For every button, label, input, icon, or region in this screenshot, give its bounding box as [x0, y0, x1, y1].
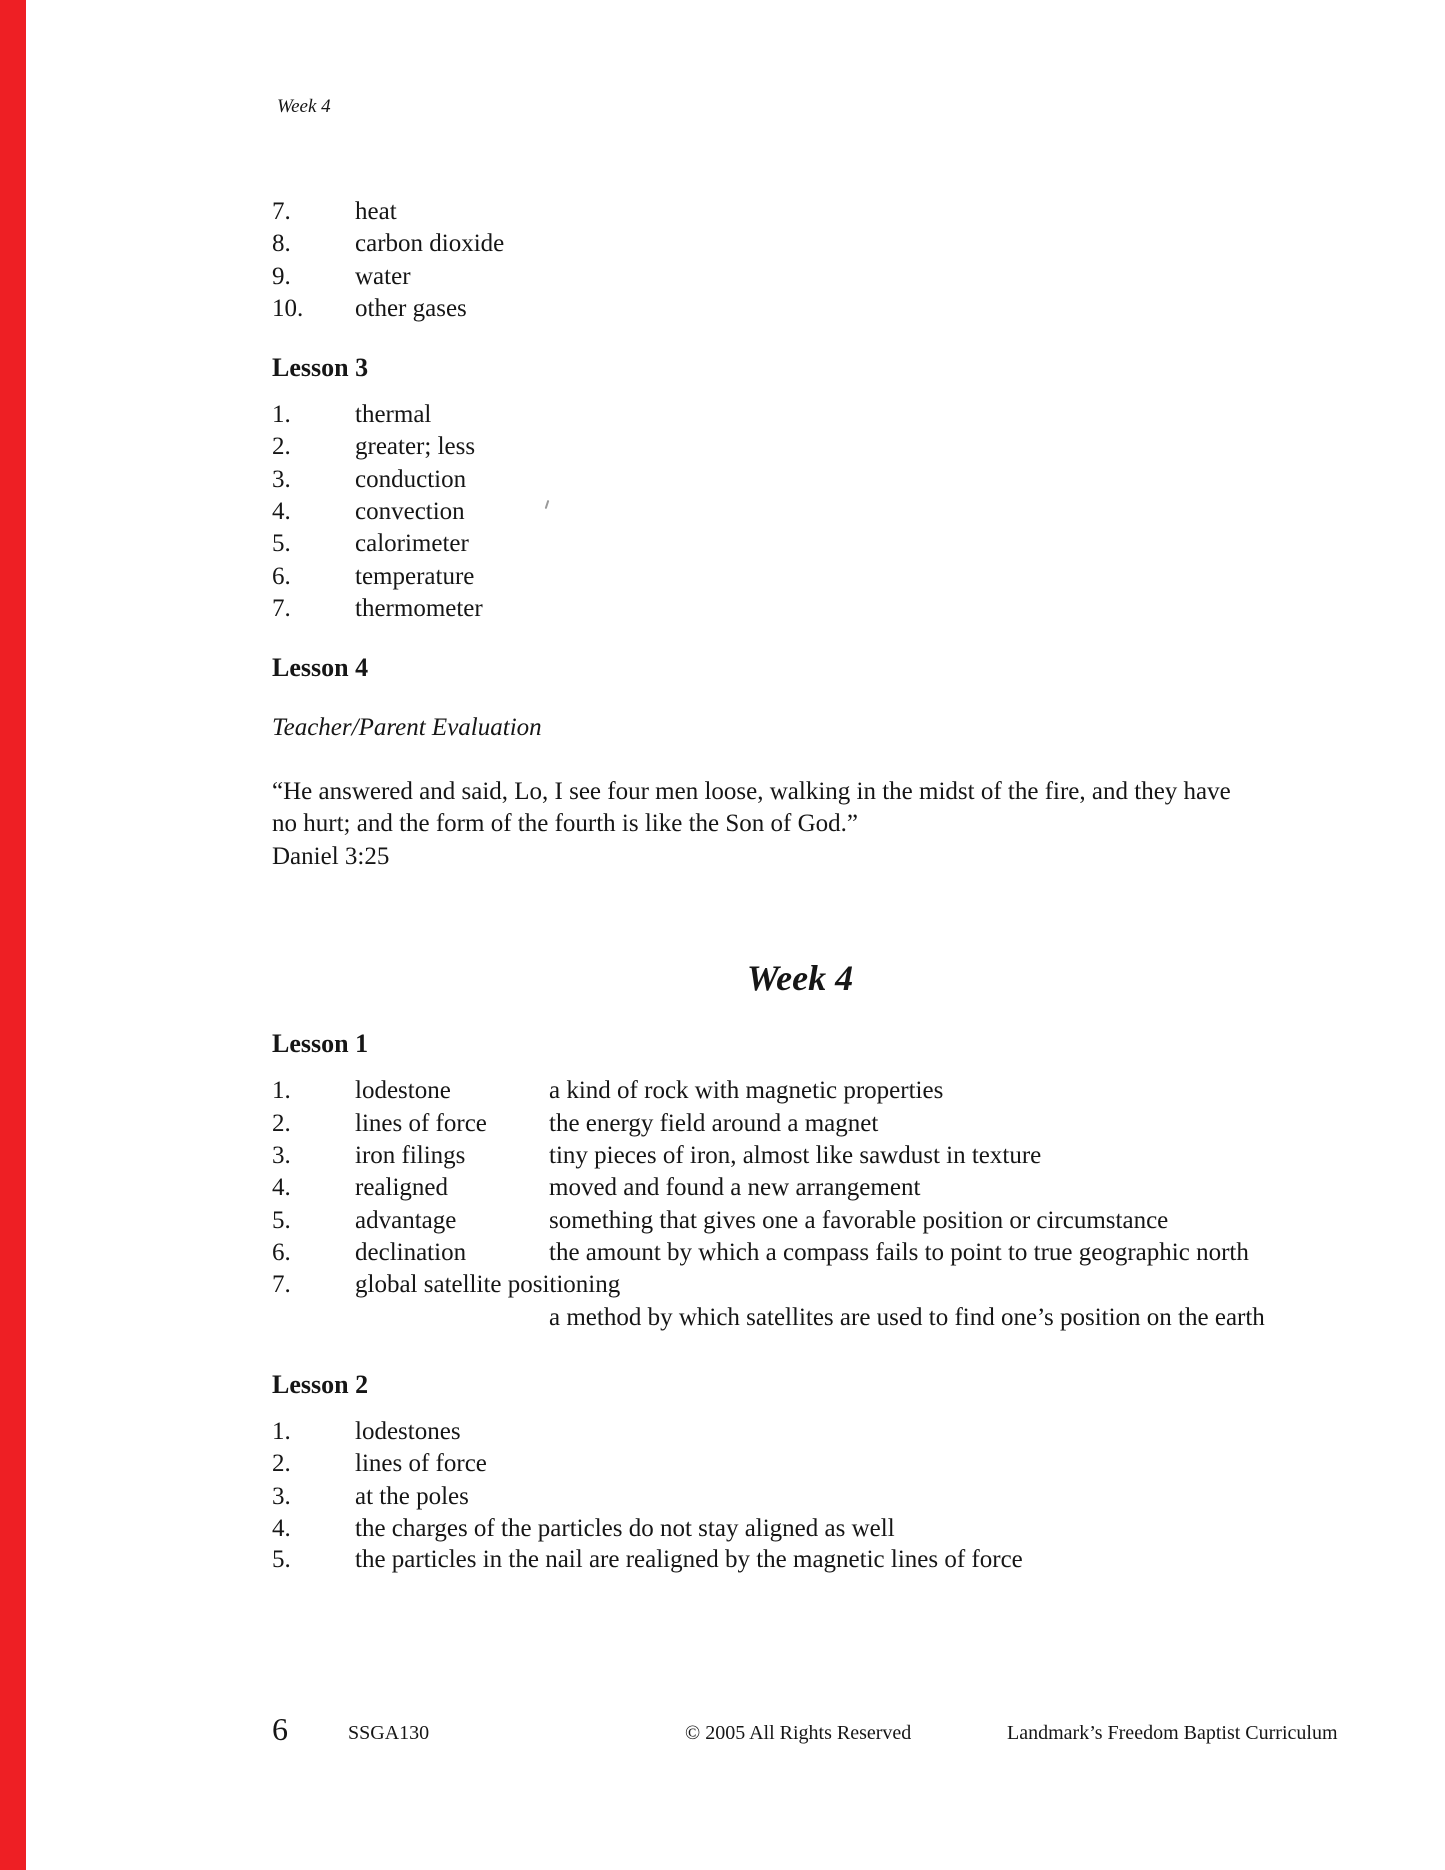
vocab-row	[272, 1175, 920, 1200]
list-item	[272, 1516, 895, 1541]
scripture-quote-line: no hurt; and the form of the fourth is like the Son of God.”	[272, 810, 858, 837]
list-item	[272, 1484, 469, 1509]
list-item	[272, 499, 465, 524]
item-number: 7.	[272, 595, 291, 622]
list-item	[272, 434, 475, 459]
item-number: 10.	[272, 295, 304, 322]
item-text: calorimeter	[355, 530, 469, 557]
item-number: 1.	[272, 1418, 291, 1445]
vocab-row	[272, 1078, 943, 1103]
vocab-row	[272, 1111, 878, 1136]
scripture-reference: Daniel 3:25	[272, 843, 390, 870]
item-number: 4.	[272, 1174, 291, 1201]
vocab-row	[272, 1272, 620, 1297]
page-number: 6	[272, 1711, 288, 1747]
item-number: 6.	[272, 1239, 291, 1266]
list-item	[272, 467, 466, 492]
item-number: 5.	[272, 530, 291, 557]
footer-course-code: SSGA130	[348, 1722, 430, 1744]
vocab-row	[272, 1240, 1249, 1265]
vocab-term: global satellite positioning	[355, 1271, 621, 1298]
item-text: thermometer	[355, 595, 483, 622]
item-number: 1.	[272, 401, 291, 428]
list-item	[272, 296, 467, 321]
item-number: 6.	[272, 563, 291, 590]
item-number: 7.	[272, 1271, 291, 1298]
item-text: at the poles	[355, 1483, 469, 1510]
item-text: the particles in the nail are realigned by the magnetic lines of force	[355, 1546, 1023, 1573]
item-number: 1.	[272, 1077, 291, 1104]
vocab-term: realigned	[355, 1174, 449, 1201]
list-item	[272, 531, 469, 556]
list-item	[272, 231, 504, 256]
item-text: conduction	[355, 466, 467, 493]
vocab-term: advantage	[355, 1207, 457, 1234]
vocab-definition: the amount by which a compass fails to point to true geographic north	[549, 1239, 1249, 1266]
list-item	[272, 1547, 1023, 1572]
lesson-3-heading: Lesson 3	[272, 353, 369, 382]
item-number: 2.	[272, 433, 291, 460]
list-item	[272, 1451, 487, 1476]
item-number: 2.	[272, 1110, 291, 1137]
item-text: the charges of the particles do not stay aligned as well	[355, 1515, 895, 1542]
list-item	[272, 564, 474, 589]
item-number: 3.	[272, 466, 291, 493]
item-number: 5.	[272, 1546, 291, 1573]
item-number: 7.	[272, 198, 291, 225]
footer-copyright: © 2005 All Rights Reserved	[685, 1722, 912, 1744]
lesson-2-heading: Lesson 2	[272, 1370, 369, 1399]
lesson-1-heading: Lesson 1	[272, 1029, 369, 1058]
list-item	[272, 596, 483, 621]
running-header: Week 4	[277, 96, 331, 117]
item-number: 8.	[272, 230, 291, 257]
list-item	[272, 402, 431, 427]
item-number: 3.	[272, 1483, 291, 1510]
item-number: 3.	[272, 1142, 291, 1169]
stray-mark-artifact	[545, 500, 550, 509]
item-text: lodestones	[355, 1418, 461, 1445]
item-text: heat	[355, 198, 397, 225]
item-text: convection	[355, 498, 465, 525]
week-4-section-heading: Week 4	[746, 958, 854, 998]
vocab-definition: tiny pieces of iron, almost like sawdust in texture	[549, 1142, 1042, 1169]
vocab-definition: a kind of rock with magnetic properties	[549, 1077, 944, 1104]
scripture-quote-line: “He answered and said, Lo, I see four men loose, walking in the midst of the fire, and they have	[272, 778, 1231, 805]
item-number: 2.	[272, 1450, 291, 1477]
item-text: water	[355, 263, 411, 290]
vocab-definition: moved and found a new arrangement	[549, 1174, 921, 1201]
item-text: greater; less	[355, 433, 476, 460]
item-text: other gases	[355, 295, 467, 322]
list-item	[272, 264, 411, 289]
vocab-definition-continuation: a method by which satellites are used to find one’s position on the earth	[549, 1304, 1265, 1331]
vocab-row	[272, 1208, 1168, 1233]
item-number: 4.	[272, 1515, 291, 1542]
item-text: temperature	[355, 563, 475, 590]
item-number: 5.	[272, 1207, 291, 1234]
evaluation-subheading: Teacher/Parent Evaluation	[272, 714, 542, 741]
item-text: thermal	[355, 401, 432, 428]
vocab-definition: the energy field around a magnet	[549, 1110, 879, 1137]
vocab-term: iron filings	[355, 1142, 466, 1169]
item-number: 9.	[272, 263, 291, 290]
list-item	[272, 1419, 461, 1444]
vocab-row	[272, 1143, 1041, 1168]
vocab-definition: something that gives one a favorable position or circumstance	[549, 1207, 1169, 1234]
list-item	[272, 199, 397, 224]
vocab-term: lines of force	[355, 1110, 487, 1137]
item-text: carbon dioxide	[355, 230, 505, 257]
footer-publisher: Landmark’s Freedom Baptist Curriculum	[1007, 1722, 1338, 1744]
item-text: lines of force	[355, 1450, 487, 1477]
lesson-4-heading: Lesson 4	[272, 653, 369, 682]
vocab-term: lodestone	[355, 1077, 451, 1104]
item-number: 4.	[272, 498, 291, 525]
vocab-term: declination	[355, 1239, 467, 1266]
scan-edge-stripe	[0, 0, 26, 1870]
